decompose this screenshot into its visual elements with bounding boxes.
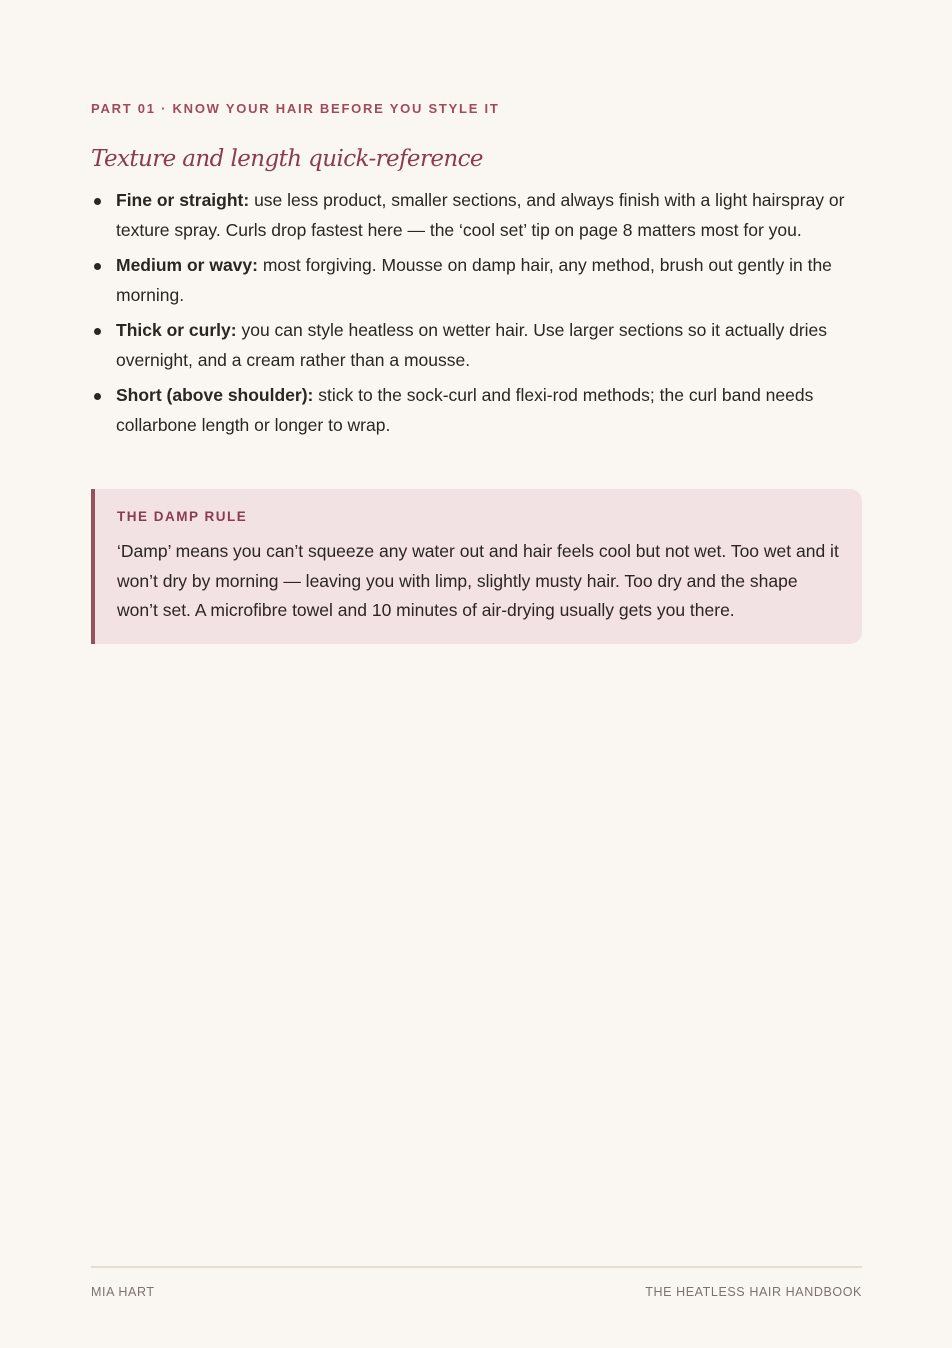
bullet-icon <box>94 198 101 205</box>
list-item <box>91 251 862 310</box>
damp-rule-callout <box>91 489 862 644</box>
list-item <box>91 381 862 440</box>
list-item <box>91 186 862 245</box>
bullet-term: Fine or straight: <box>116 190 250 210</box>
bullet-text: stick to the sock-curl and flexi-rod methods; the curl band needs collarbone length or longer to wrap. <box>116 385 814 435</box>
document-page <box>91 0 862 1348</box>
list-item <box>91 316 862 375</box>
footer-book-title: THE HEATLESS HAIR HANDBOOK <box>645 1285 862 1299</box>
texture-reference-list <box>91 186 862 446</box>
section-title: Texture and length quick-reference <box>91 146 483 172</box>
callout-label: THE DAMP RULE <box>117 509 248 524</box>
footer-divider <box>91 1266 862 1268</box>
bullet-term: Short (above shoulder): <box>116 385 314 405</box>
footer-author: MIA HART <box>91 1285 155 1299</box>
part-eyebrow: PART 01 · KNOW YOUR HAIR BEFORE YOU STYLE IT <box>91 101 500 116</box>
bullet-icon <box>94 393 101 400</box>
bullet-text: use less product, smaller sections, and always finish with a light hairspray or texture spray. Curls drop fastest here — the ‘cool set’ tip on page 8 matters most for you. <box>116 190 845 240</box>
bullet-text: you can style heatless on wetter hair. Use larger sections so it actually dries overnight, and a cream rather than a mousse. <box>116 320 828 370</box>
bullet-text: most forgiving. Mousse on damp hair, any method, brush out gently in the morning. <box>116 255 832 305</box>
callout-text: ‘Damp’ means you can’t squeeze any water out and hair feels cool but not wet. Too wet and it won’t dry by morning — leaving you with limp, slightly musty hair. Too dry and the shape won’t set. A microfibre towel and 10 minutes of air-drying usually gets you there. <box>117 541 839 620</box>
bullet-term: Thick or curly: <box>116 320 237 340</box>
bullet-icon <box>94 263 101 270</box>
bullet-term: Medium or wavy: <box>116 255 258 275</box>
bullet-icon <box>94 328 101 335</box>
